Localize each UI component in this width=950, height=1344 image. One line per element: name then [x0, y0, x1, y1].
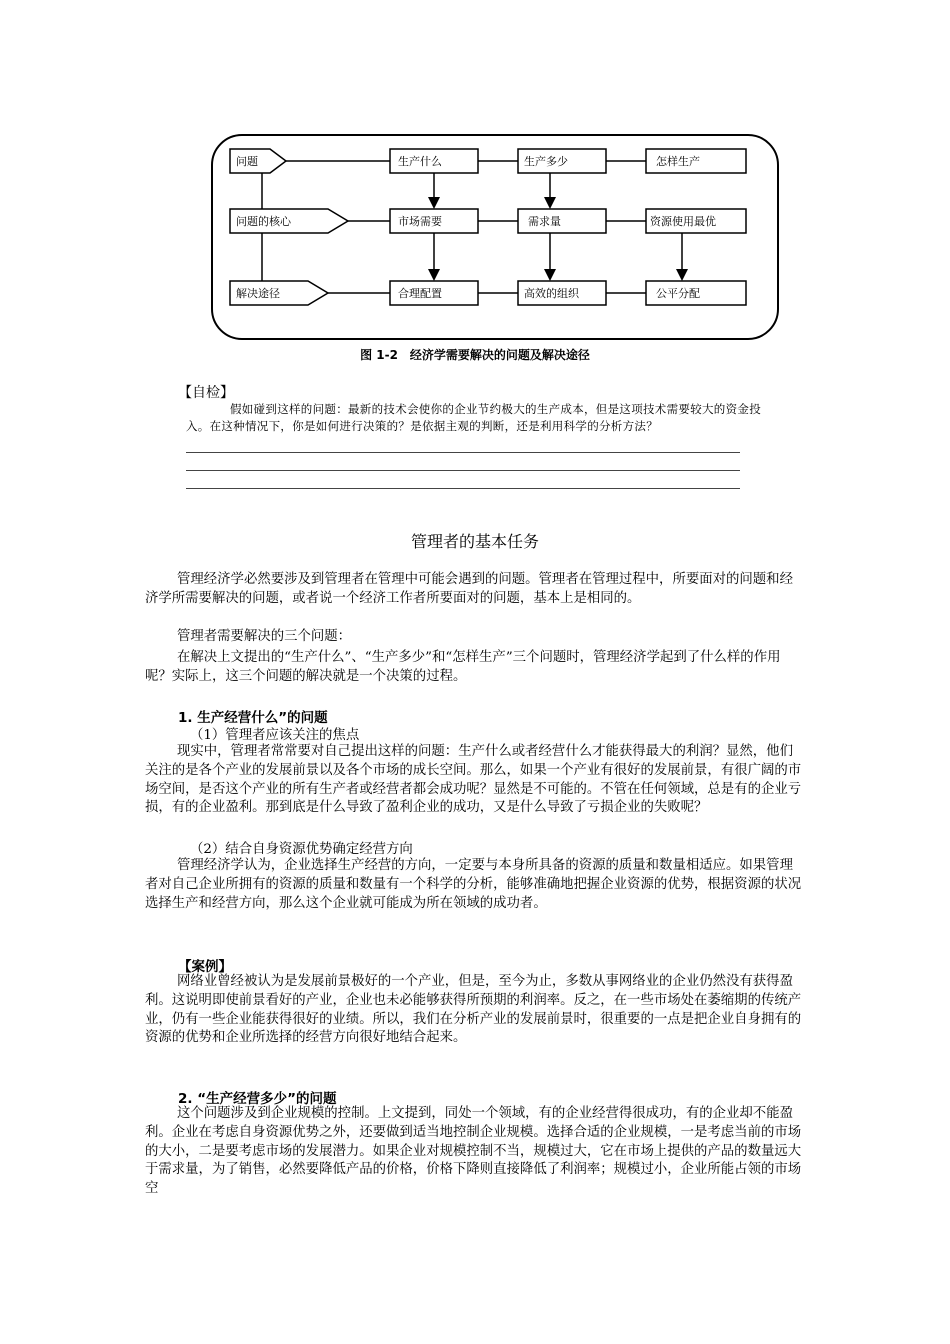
part1-heading: 1. 生产经营什么”的问题: [178, 710, 328, 726]
answer-line: [186, 488, 740, 489]
box-resource-optimal: 资源使用最优: [650, 215, 716, 228]
part1-paragraph-2: 管理经济学认为，企业选择生产经营的方向，一定要与本身所具备的资源的质量和数量相适应。如果管理者对自己企业所拥有的资源的质量和数量有一个科学的分析，能够准确地把握企业资源的优势，根据资源的状况选择生产和经营方向，那么这个企业就可能成为所在领域的成功者。: [145, 858, 802, 911]
self-check-text: 假如碰到这样的问题：最新的技术会使你的企业节约极大的生产成本，但是这项技术需要较大的资金投入。在这种情况下，你是如何进行决策的？是依据主观的判断，还是利用科学的分析方法？: [186, 402, 761, 433]
box-market-need: 市场需要: [398, 215, 442, 228]
box-how-much: 生产多少: [524, 155, 568, 168]
row-label-problem: 问题: [236, 155, 258, 168]
intro-paragraph-2: 管理者需要解决的三个问题：: [177, 629, 352, 644]
answer-line: [186, 452, 740, 453]
row-label-core: 问题的核心: [236, 215, 291, 228]
part1-subheading-1: （1）管理者应该关注的焦点: [190, 728, 360, 743]
box-demand: 需求量: [528, 215, 561, 228]
answer-line: [186, 470, 740, 471]
box-what: 生产什么: [398, 155, 442, 168]
self-check-heading: 【自检】: [178, 385, 234, 401]
intro-paragraph-1: 管理经济学必然要涉及到管理者在管理中可能会遇到的问题。管理者在管理过程中，所要面对的问题和经济学所需要解决的问题，或者说一个经济工作者所要面对的问题，基本上是相同的。: [145, 572, 793, 606]
box-how: 怎样生产: [656, 155, 700, 168]
box-fair-distribution: 公平分配: [656, 287, 700, 300]
figure-caption: 图 1-2 经济学需要解决的问题及解决途径: [360, 348, 590, 362]
economics-problems-diagram: [210, 133, 782, 343]
row-label-solution: 解决途径: [236, 287, 280, 300]
part2-text: 这个问题涉及到企业规模的控制。上文提到，同处一个领域，有的企业经营得很成功，有的企业却不能盈利。企业在考虑自身资源优势之外，还要做到适当地控制企业规模。选择合适的企业规模，一是考虑当前的市场的大小，二是要考虑市场的发展潜力。如果企业对规模控制不当，规模过大，它在市场上提供的产品的数量远大于需求量，为了销售，必然要降低产品的价格，价格下降则直接降低了利润率；规模过小，企业所能占领的市场空: [145, 1106, 802, 1197]
box-allocation: 合理配置: [398, 287, 442, 300]
box-efficient-org: 高效的组织: [524, 287, 579, 300]
section-title: 管理者的基本任务: [410, 532, 539, 551]
part2-heading: 2. “生产经营多少”的问题: [178, 1091, 337, 1107]
case-heading: 【案例】: [178, 959, 232, 975]
intro-paragraph-3: 在解决上文提出的“生产什么”、“生产多少”和“怎样生产”三个问题时，管理经济学起到了什么样的作用呢？实际上，这三个问题的解决就是一个决策的过程。: [145, 650, 781, 684]
part1-subheading-2: （2）结合自身资源优势确定经营方向: [190, 842, 413, 857]
case-text: 网络业曾经被认为是发展前景极好的一个产业，但是，至今为止，多数从事网络业的企业仍然没有获得盈利。这说明即使前景看好的产业，企业也未必能够获得所预期的利润率。反之，在一些市场处在萎缩期的传统产业，仍有一些企业能获得很好的业绩。所以，我们在分析产业的发展前景时，很重要的一点是把企业自身拥有的资源的优势和企业所选择的经营方向很好地结合起来。: [145, 974, 802, 1046]
part1-paragraph-1: 现实中，管理者常常要对自己提出这样的问题：生产什么或者经营什么才能获得最大的利润？显然，他们关注的是各个产业的发展前景以及各个市场的成长空间。那么，如果一个产业有很好的发展前景，有很广阔的市场空间，是否这个产业的所有生产者或经营者都会成功呢？显然是不可能的。不管在任何领域，总是有的企业亏损，有的企业盈利。那到底是什么导致了盈利企业的成功，又是什么导致了亏损企业的失败呢？: [145, 744, 802, 816]
